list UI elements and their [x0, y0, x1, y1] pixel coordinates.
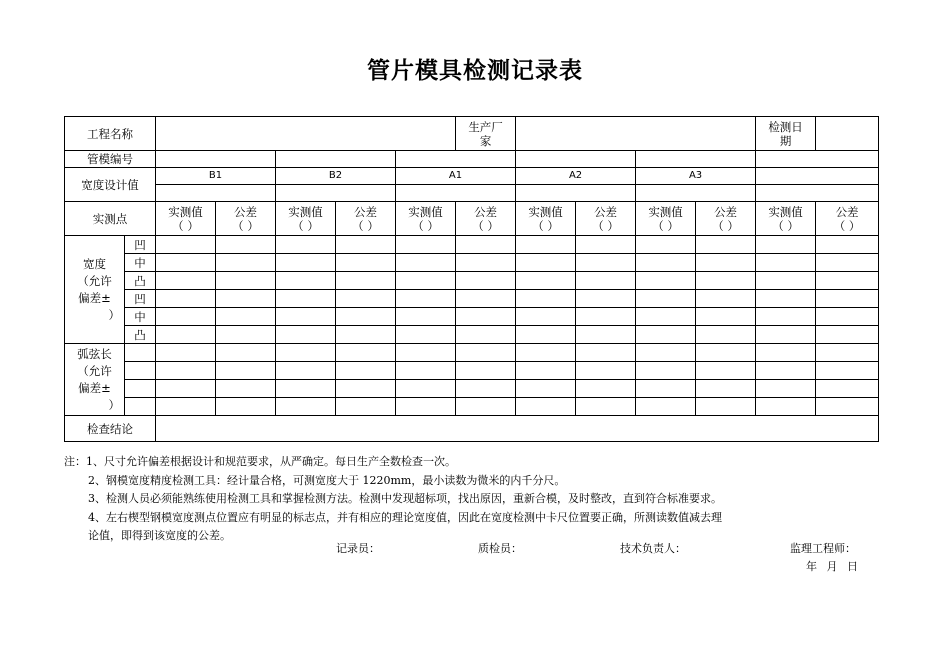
table-row	[65, 380, 879, 398]
data-cell[interactable]	[576, 344, 636, 362]
data-cell[interactable]	[516, 290, 576, 308]
data-cell[interactable]	[576, 236, 636, 254]
measured-header: 实测值 （ ）	[156, 202, 216, 236]
data-cell[interactable]	[756, 326, 816, 344]
width-group-label: 宽度 （允许 偏差± ）	[65, 236, 125, 344]
table-row	[65, 344, 879, 362]
data-cell[interactable]	[156, 272, 216, 290]
row-point-label: 中	[125, 308, 156, 326]
data-cell[interactable]	[756, 344, 816, 362]
row-point-label: 中	[125, 254, 156, 272]
data-cell[interactable]	[276, 290, 336, 308]
data-cell[interactable]	[816, 308, 879, 326]
data-cell[interactable]	[216, 362, 276, 380]
data-cell[interactable]	[456, 236, 516, 254]
date-line: 年 月 日	[806, 560, 858, 573]
measured-header: 实测值 （ ）	[276, 202, 336, 236]
col-header-a3: A3	[636, 168, 756, 185]
row-point-label: 凹	[125, 236, 156, 254]
supervisor-signature: 监理工程师：	[790, 542, 856, 555]
test-date-cell[interactable]	[816, 117, 879, 151]
data-cell[interactable]	[156, 290, 216, 308]
data-cell[interactable]	[336, 362, 396, 380]
data-cell[interactable]	[756, 380, 816, 398]
width-design-cell-b1[interactable]	[156, 185, 276, 202]
width-design-cell-b2[interactable]	[276, 185, 396, 202]
measured-header: 实测值 （ ）	[516, 202, 576, 236]
col-header-a1: A1	[396, 168, 516, 185]
data-cell[interactable]	[336, 398, 396, 416]
data-cell[interactable]	[816, 236, 879, 254]
data-cell[interactable]	[336, 272, 396, 290]
data-cell[interactable]	[276, 398, 336, 416]
data-cell[interactable]	[516, 326, 576, 344]
test-date-label: 检测日 期	[756, 117, 816, 151]
table-row	[65, 290, 879, 308]
data-cell[interactable]	[156, 380, 216, 398]
table-row	[65, 236, 879, 254]
data-cell[interactable]	[696, 380, 756, 398]
page-title: 管片模具检测记录表	[367, 58, 583, 84]
tolerance-header: 公差 （ ）	[696, 202, 756, 236]
data-cell[interactable]	[456, 326, 516, 344]
data-cell[interactable]	[456, 398, 516, 416]
data-cell[interactable]	[516, 254, 576, 272]
data-cell[interactable]	[396, 380, 456, 398]
data-cell[interactable]	[756, 254, 816, 272]
data-cell[interactable]	[336, 236, 396, 254]
conclusion-cell[interactable]	[156, 416, 879, 442]
measured-header: 实测值 （ ）	[396, 202, 456, 236]
conclusion-label: 检查结论	[65, 416, 156, 442]
data-cell[interactable]	[456, 308, 516, 326]
data-cell[interactable]	[576, 326, 636, 344]
mold-no-cell-a1[interactable]	[396, 151, 516, 168]
col-header-a2: A2	[516, 168, 636, 185]
recorder-signature: 记录员：	[336, 542, 380, 555]
data-cell[interactable]	[636, 362, 696, 380]
table-row	[65, 326, 879, 344]
data-cell[interactable]	[396, 398, 456, 416]
table-row	[65, 398, 879, 416]
data-cell[interactable]	[396, 290, 456, 308]
width-design-cell-a2[interactable]	[516, 185, 636, 202]
data-cell[interactable]	[456, 344, 516, 362]
inspection-table	[64, 116, 879, 442]
data-cell[interactable]	[336, 380, 396, 398]
data-cell[interactable]	[636, 272, 696, 290]
data-cell[interactable]	[816, 362, 879, 380]
arc-group-label: 弧弦长 （允许 偏差± ）	[65, 344, 125, 416]
data-cell[interactable]	[156, 344, 216, 362]
col-header-extra	[756, 168, 879, 185]
data-cell[interactable]	[576, 380, 636, 398]
data-cell[interactable]	[336, 254, 396, 272]
measured-header: 实测值 （ ）	[636, 202, 696, 236]
data-cell[interactable]	[816, 290, 879, 308]
data-cell[interactable]	[396, 326, 456, 344]
data-cell[interactable]	[636, 290, 696, 308]
data-cell[interactable]	[456, 272, 516, 290]
mold-no-cell-a2[interactable]	[516, 151, 636, 168]
data-cell[interactable]	[516, 362, 576, 380]
data-cell[interactable]	[336, 344, 396, 362]
measure-point-label: 实测点	[65, 202, 156, 236]
row-point-label: 凸	[125, 272, 156, 290]
data-cell[interactable]	[576, 290, 636, 308]
data-cell[interactable]	[816, 398, 879, 416]
data-cell[interactable]	[125, 344, 156, 362]
data-cell[interactable]	[276, 362, 336, 380]
tolerance-header: 公差 （ ）	[576, 202, 636, 236]
data-cell[interactable]	[216, 236, 276, 254]
data-cell[interactable]	[396, 308, 456, 326]
mold-no-cell-a3[interactable]	[636, 151, 756, 168]
note-3: 3、检测人员必须能熟练使用检测工具和掌握检测方法。检测中发现超标项，找出原因，重新合模，及时整改，直到符合标准要求。	[88, 492, 722, 505]
data-cell[interactable]	[576, 398, 636, 416]
data-cell[interactable]	[396, 344, 456, 362]
width-design-label: 宽度设计值	[65, 168, 156, 202]
data-cell[interactable]	[276, 308, 336, 326]
data-cell[interactable]	[576, 272, 636, 290]
data-cell[interactable]	[216, 272, 276, 290]
data-cell[interactable]	[696, 272, 756, 290]
table-row	[65, 362, 879, 380]
inspector-signature: 质检员：	[478, 542, 522, 555]
data-cell[interactable]	[216, 254, 276, 272]
data-cell[interactable]	[216, 398, 276, 416]
project-name-cell[interactable]	[156, 117, 456, 151]
data-cell[interactable]	[756, 272, 816, 290]
data-cell[interactable]	[276, 380, 336, 398]
data-cell[interactable]	[396, 272, 456, 290]
data-cell[interactable]	[276, 236, 336, 254]
data-cell[interactable]	[636, 344, 696, 362]
width-design-cell-extra[interactable]	[756, 185, 879, 202]
data-cell[interactable]	[636, 380, 696, 398]
width-design-cell-a3[interactable]	[636, 185, 756, 202]
data-cell[interactable]	[516, 380, 576, 398]
data-cell[interactable]	[816, 326, 879, 344]
data-cell[interactable]	[576, 308, 636, 326]
data-cell[interactable]	[696, 344, 756, 362]
data-cell[interactable]	[396, 254, 456, 272]
measured-header: 实测值 （ ）	[756, 202, 816, 236]
data-cell[interactable]	[216, 344, 276, 362]
data-cell[interactable]	[516, 272, 576, 290]
data-cell[interactable]	[216, 290, 276, 308]
table-row	[65, 272, 879, 290]
data-cell[interactable]	[516, 236, 576, 254]
col-header-b1: B1	[156, 168, 276, 185]
data-cell[interactable]	[756, 362, 816, 380]
data-cell[interactable]	[516, 398, 576, 416]
data-cell[interactable]	[125, 398, 156, 416]
data-cell[interactable]	[336, 308, 396, 326]
data-cell[interactable]	[276, 326, 336, 344]
data-cell[interactable]	[636, 326, 696, 344]
data-cell[interactable]	[156, 254, 216, 272]
note-1: 注：1、尺寸允许偏差根据设计和规范要求，从严确定。每日生产全数检查一次。	[64, 455, 456, 468]
data-cell[interactable]	[216, 308, 276, 326]
project-name-label: 工程名称	[65, 117, 156, 151]
data-cell[interactable]	[125, 362, 156, 380]
data-cell[interactable]	[516, 308, 576, 326]
data-cell[interactable]	[216, 380, 276, 398]
tolerance-header: 公差 （ ）	[336, 202, 396, 236]
data-cell[interactable]	[576, 254, 636, 272]
data-cell[interactable]	[396, 362, 456, 380]
data-cell[interactable]	[816, 254, 879, 272]
data-cell[interactable]	[756, 236, 816, 254]
manufacturer-label: 生产厂 家	[456, 117, 516, 151]
col-header-b2: B2	[276, 168, 396, 185]
data-cell[interactable]	[756, 308, 816, 326]
data-cell[interactable]	[456, 380, 516, 398]
data-cell[interactable]	[816, 272, 879, 290]
data-cell[interactable]	[636, 236, 696, 254]
note-4: 4、左右楔型钢模宽度测点位置应有明显的标志点，并有相应的理论宽度值，因此在宽度检测中卡尺位置要正确，所测读数值减去理	[88, 510, 722, 524]
data-cell[interactable]	[816, 344, 879, 362]
mold-no-label: 管模编号	[65, 151, 156, 168]
data-cell[interactable]	[696, 362, 756, 380]
data-cell[interactable]	[696, 308, 756, 326]
data-cell[interactable]	[576, 362, 636, 380]
data-cell[interactable]	[276, 272, 336, 290]
data-cell[interactable]	[636, 398, 696, 416]
data-cell[interactable]	[696, 236, 756, 254]
data-cell[interactable]	[636, 308, 696, 326]
data-cell[interactable]	[125, 380, 156, 398]
row-point-label: 凹	[125, 290, 156, 308]
data-cell[interactable]	[276, 344, 336, 362]
table-row	[65, 308, 879, 326]
notes-section	[64, 453, 884, 546]
data-cell[interactable]	[156, 308, 216, 326]
data-cell[interactable]	[756, 290, 816, 308]
mold-no-cell-b1[interactable]	[156, 151, 276, 168]
data-cell[interactable]	[756, 398, 816, 416]
tolerance-header: 公差 （ ）	[816, 202, 879, 236]
data-cell[interactable]	[156, 236, 216, 254]
data-cell[interactable]	[696, 254, 756, 272]
data-cell[interactable]	[336, 290, 396, 308]
data-cell[interactable]	[696, 398, 756, 416]
table-row	[65, 254, 879, 272]
subheader-row	[65, 202, 879, 236]
data-cell[interactable]	[336, 326, 396, 344]
tolerance-header: 公差 （ ）	[216, 202, 276, 236]
manufacturer-cell[interactable]	[516, 117, 756, 151]
data-cell[interactable]	[156, 398, 216, 416]
data-cell[interactable]	[156, 326, 216, 344]
tech-lead-signature: 技术负责人：	[620, 542, 686, 555]
data-cell[interactable]	[636, 254, 696, 272]
data-cell[interactable]	[216, 326, 276, 344]
data-cell[interactable]	[816, 380, 879, 398]
row-point-label: 凸	[125, 326, 156, 344]
mold-no-cell-extra[interactable]	[756, 151, 879, 168]
data-cell[interactable]	[276, 254, 336, 272]
tolerance-header: 公差 （ ）	[456, 202, 516, 236]
data-cell[interactable]	[456, 362, 516, 380]
data-cell[interactable]	[456, 290, 516, 308]
mold-no-cell-b2[interactable]	[276, 151, 396, 168]
data-cell[interactable]	[396, 236, 456, 254]
data-cell[interactable]	[456, 254, 516, 272]
note-4-cont: 论值，即得到该宽度的公差。	[88, 529, 231, 542]
data-cell[interactable]	[156, 362, 216, 380]
data-cell[interactable]	[516, 344, 576, 362]
note-2: 2、钢模宽度精度检测工具：经计量合格，可测宽度大于 1220mm，最小读数为微米的内千分尺。	[88, 473, 566, 487]
data-cell[interactable]	[696, 290, 756, 308]
width-design-cell-a1[interactable]	[396, 185, 516, 202]
data-cell[interactable]	[696, 326, 756, 344]
